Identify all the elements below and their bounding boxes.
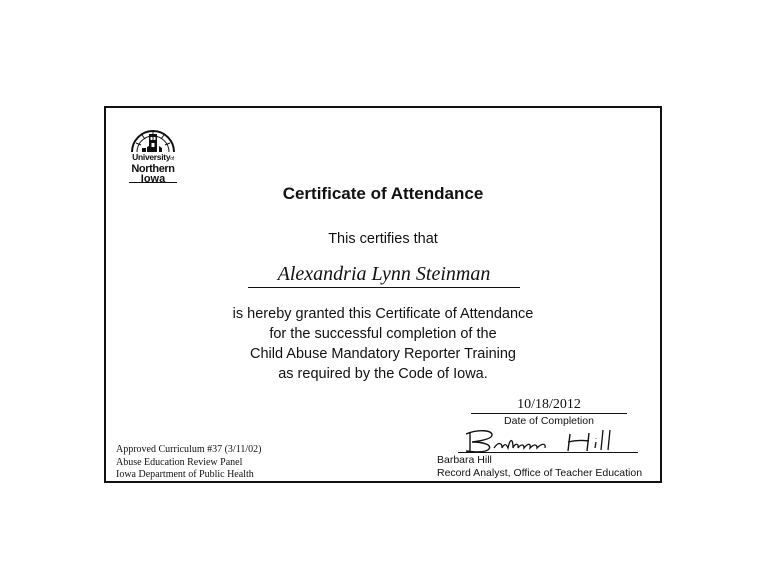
approval-block bbox=[116, 444, 261, 482]
signer-block bbox=[437, 454, 642, 480]
certificate-body bbox=[106, 304, 660, 384]
completion-date: 10/18/2012 bbox=[471, 397, 627, 414]
body-line-2: for the successful completion of the bbox=[269, 326, 497, 342]
signer-role: Record Analyst, Office of Teacher Education bbox=[437, 467, 643, 479]
logo-underline bbox=[129, 182, 177, 183]
recipient-name: Alexandria Lynn Steinman bbox=[248, 263, 520, 288]
signature-line bbox=[458, 452, 638, 453]
signer-name: Barbara Hill bbox=[437, 454, 492, 466]
approval-line-2: Abuse Education Review Panel bbox=[116, 456, 243, 468]
approval-line-3: Iowa Department of Public Health bbox=[116, 469, 254, 480]
completion-date-label: Date of Completion bbox=[504, 415, 594, 427]
campanile-icon bbox=[122, 122, 184, 156]
body-line-4: as required by the Code of Iowa. bbox=[278, 366, 488, 382]
certifies-text: This certifies that bbox=[328, 231, 438, 247]
approval-line-1: Approved Curriculum #37 (3/11/02) bbox=[116, 444, 262, 455]
certificate bbox=[104, 106, 662, 483]
logo-wordmark: Universityof Northern Iowa bbox=[131, 152, 175, 185]
body-line-3: Child Abuse Mandatory Reporter Training bbox=[250, 346, 516, 362]
uni-logo bbox=[122, 122, 184, 184]
certificate-title: Certificate of Attendance bbox=[282, 184, 484, 203]
body-line-1: is hereby granted this Certificate of Attendance bbox=[232, 306, 534, 322]
